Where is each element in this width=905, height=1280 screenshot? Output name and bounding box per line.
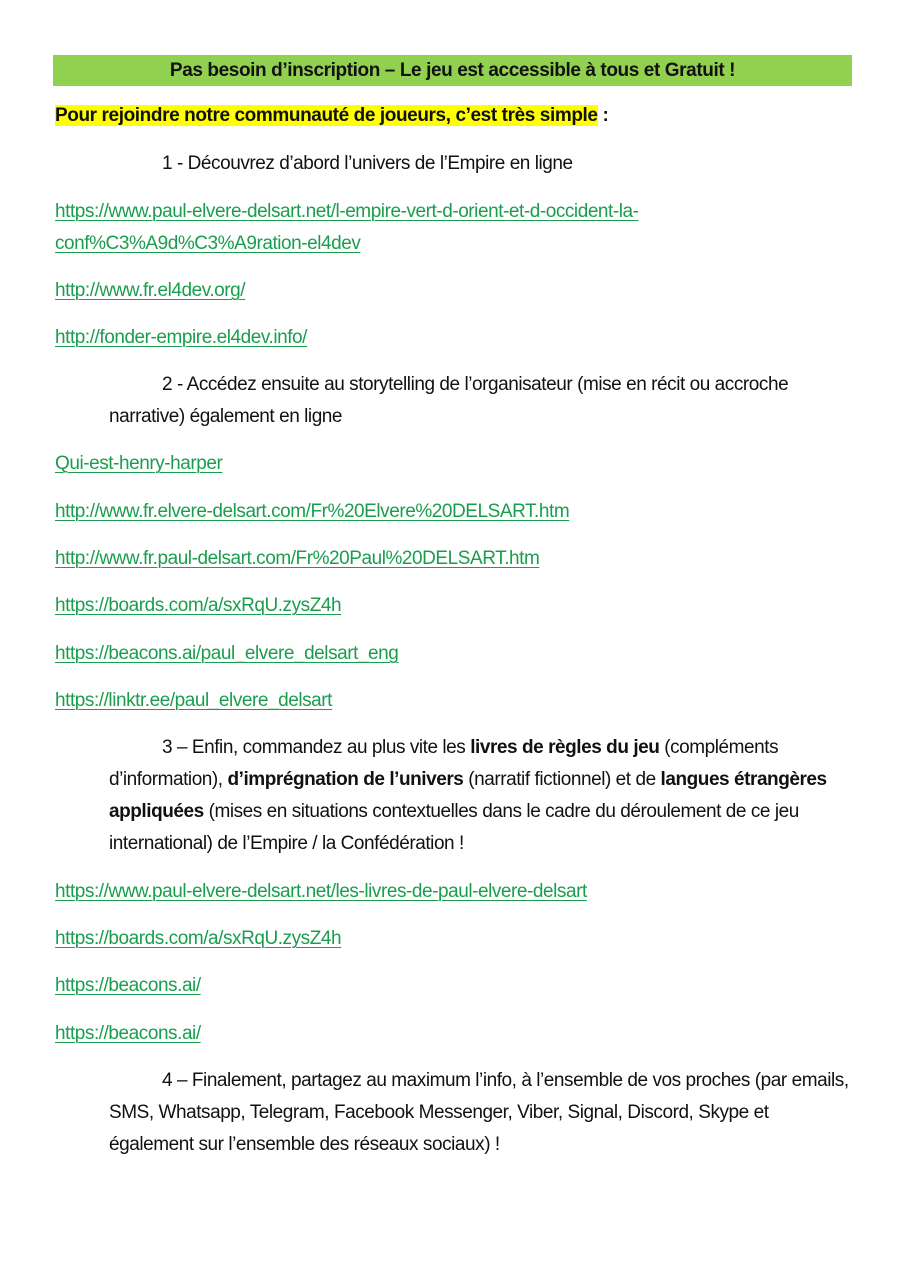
step-3-paragraph (109, 732, 854, 860)
intro-suffix: : (597, 105, 609, 126)
free-access-banner (53, 55, 852, 86)
step-1-paragraph: 1 - Découvrez d’abord l’univers de l’Empire en ligne (162, 153, 573, 174)
link-beacons-2[interactable]: https://beacons.ai/ (55, 1023, 201, 1044)
step-3-text: (narratif fictionnel) et de (463, 769, 661, 790)
step-3-bold-universe: d’imprégnation de l’univers (227, 769, 464, 790)
step-3-text: 3 – Enfin, commandez au plus vite les (162, 737, 471, 758)
link-beacons-1[interactable]: https://beacons.ai/ (55, 975, 201, 996)
link-fonder-empire[interactable]: http://fonder-empire.el4dev.info/ (55, 327, 308, 348)
step-3-bold-rules-books: livres de règles du jeu (470, 737, 660, 758)
banner-text: Pas besoin d’inscription – Le jeu est accessible à tous et Gratuit ! (169, 59, 736, 81)
step-3-bold-languages: langues étrangères appliquées (109, 769, 827, 822)
link-empire-vert-confederation[interactable]: https://www.paul-elvere-delsart.net/l-empire-vert-d-orient-et-d-occident-la-conf%C3%A9d%C3%A9ration-el4dev (55, 201, 639, 254)
step-4-paragraph: 4 – Finalement, partagez au maximum l’info, à l’ensemble de vos proches (par emails, SMS, Whatsapp, Telegram, Facebook Messenger, Viber, Signal, Discord, Skype et également sur l’ensemble des réseaux sociaux) ! (109, 1070, 849, 1155)
link-qui-est-henry-harper[interactable]: Qui-est-henry-harper (55, 453, 223, 474)
link-elvere-delsart[interactable]: http://www.fr.elvere-delsart.com/Fr%20Elvere%20DELSART.htm (55, 501, 570, 522)
link-linktree[interactable]: https://linktr.ee/paul_elvere_delsart (55, 690, 332, 711)
link-livres-paul-elvere-delsart[interactable]: https://www.paul-elvere-delsart.net/les-livres-de-paul-elvere-delsart (55, 881, 587, 902)
link-beacons-eng[interactable]: https://beacons.ai/paul_elvere_delsart_eng (55, 643, 399, 664)
step-2-paragraph: 2 - Accédez ensuite au storytelling de l’organisateur (mise en récit ou accroche narrative) également en ligne (109, 374, 789, 427)
step-3-text: (mises en situations contextuelles dans le cadre du déroulement de ce jeu international) de l’Empire / la Confédération ! (109, 801, 799, 854)
intro-highlighted-text: Pour rejoindre notre communauté de joueurs, c’est très simple (55, 105, 598, 126)
link-fr-el4dev[interactable]: http://www.fr.el4dev.org/ (55, 280, 246, 301)
link-boards[interactable]: https://boards.com/a/sxRqU.zysZ4h (55, 595, 342, 616)
step-3-text: (compléments d’information), (109, 737, 779, 790)
link-paul-delsart[interactable]: http://www.fr.paul-delsart.com/Fr%20Paul%20DELSART.htm (55, 548, 540, 569)
link-boards-2[interactable]: https://boards.com/a/sxRqU.zysZ4h (55, 928, 342, 949)
intro-heading (55, 100, 608, 131)
